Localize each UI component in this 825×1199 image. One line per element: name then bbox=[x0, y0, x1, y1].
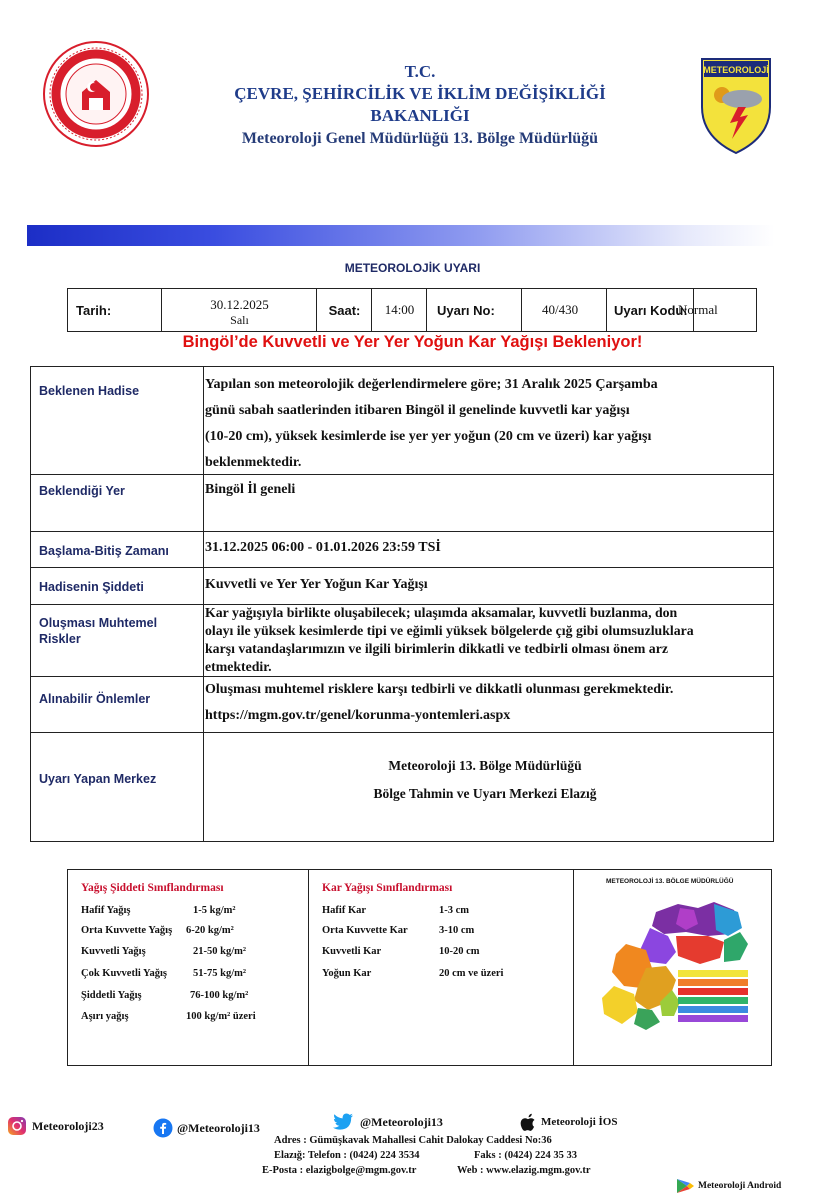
region-warning-map bbox=[590, 890, 758, 1035]
expected-event-line-2: günü sabah saatlerinden itibaren Bingöl il genelinde kuvvetli kar yağışı bbox=[205, 403, 630, 418]
risks-label-line-1: Oluşması Muhtemel bbox=[39, 616, 158, 630]
row-precautions bbox=[31, 676, 773, 733]
start-end-time-value: 31.12.2025 06:00 - 01.01.2026 23:59 TSİ bbox=[205, 540, 441, 555]
snow-value-3: 10-20 cm bbox=[439, 946, 480, 957]
footer-phone: Elazığ: Telefon : (0424) 224 3534 bbox=[274, 1150, 420, 1161]
risks-line-1: Kar yağışıyla birlikte oluşabilecek; ulaşımda aksamalar, kuvvetli buzlanma, don bbox=[205, 605, 678, 620]
warning-no-label-cell bbox=[426, 289, 522, 331]
region-map-title: METEOROLOJİ 13. BÖLGE MÜDÜRLÜĞÜ bbox=[606, 878, 734, 885]
snow-classification-title: Kar Yağışı Sınıflandırması bbox=[322, 882, 453, 894]
warning-no-value-cell bbox=[521, 289, 607, 331]
issuing-center-label: Uyarı Yapan Merkez bbox=[39, 772, 157, 786]
instagram-icon bbox=[7, 1116, 27, 1136]
snow-name-2: Orta Kuvvette Kar bbox=[322, 925, 408, 936]
instagram-handle[interactable]: Meteoroloji23 bbox=[32, 1119, 104, 1133]
rain-name-6: Aşırı yağış bbox=[81, 1011, 129, 1022]
warning-code-value-cell bbox=[678, 289, 757, 331]
date-value: 30.12.2025 bbox=[210, 297, 269, 312]
android-app-link[interactable]: Meteoroloji Android bbox=[698, 1181, 782, 1191]
warning-code-value: Normal bbox=[678, 302, 718, 317]
facebook-icon bbox=[153, 1118, 173, 1138]
rain-name-1: Hafif Yağış bbox=[81, 905, 131, 916]
rain-name-3: Kuvvetli Yağış bbox=[81, 946, 146, 957]
header-ministry: ÇEVRE, ŞEHİRCİLİK VE İKLİM DEĞİŞİKLİĞİ bbox=[234, 84, 606, 103]
header-tc: T.C. bbox=[404, 62, 436, 81]
header-bakanlik: BAKANLIĞI bbox=[370, 106, 470, 125]
expected-event-text bbox=[205, 372, 765, 476]
date-label-cell bbox=[68, 289, 161, 331]
rain-value-6: 100 kg/m² üzeri bbox=[186, 1011, 256, 1022]
risks-line-3: karşı vatandaşlarımızın ve ilgili birimlerin dikkatli ve tedbirli olması önem arz bbox=[205, 641, 668, 656]
rain-value-2: 6-20 kg/m² bbox=[186, 925, 234, 936]
expected-place-value: Bingöl İl geneli bbox=[205, 482, 296, 497]
warning-code-label: Uyarı Kodu: bbox=[614, 303, 688, 318]
classification-legend bbox=[67, 869, 772, 1066]
issuing-center-line-1: Meteoroloji 13. Bölge Müdürlüğü bbox=[388, 758, 582, 773]
row-issuing-center bbox=[31, 732, 773, 841]
warning-meta-table bbox=[67, 288, 757, 332]
snow-name-1: Hafif Kar bbox=[322, 905, 367, 916]
start-end-time-label: Başlama-Bitiş Zamanı bbox=[39, 544, 169, 558]
meteoroloji-logo bbox=[700, 55, 772, 155]
rain-value-5: 76-100 kg/m² bbox=[190, 990, 249, 1001]
precautions-link[interactable]: https://mgm.gov.tr/genel/korunma-yontemleri.aspx bbox=[205, 708, 511, 723]
footer-web[interactable]: Web : www.elazig.mgm.gov.tr bbox=[457, 1165, 591, 1176]
snow-value-4: 20 cm ve üzeri bbox=[439, 968, 504, 979]
footer-email[interactable]: E-Posta : elazigbolge@mgm.gov.tr bbox=[262, 1165, 417, 1176]
rain-classification-title: Yağış Şiddeti Sınıflandırması bbox=[81, 882, 224, 894]
apple-icon bbox=[519, 1113, 537, 1133]
twitter-icon bbox=[332, 1112, 354, 1132]
precautions-label: Alınabilir Önlemler bbox=[39, 692, 151, 706]
rain-name-5: Şiddetli Yağış bbox=[81, 990, 142, 1001]
google-play-icon bbox=[675, 1178, 695, 1194]
ios-app-link[interactable]: Meteoroloji İOS bbox=[541, 1116, 618, 1128]
row-expected-place bbox=[31, 474, 773, 532]
warning-no-label: Uyarı No: bbox=[437, 303, 495, 318]
time-value-cell bbox=[371, 289, 427, 331]
row-start-end-time bbox=[31, 531, 773, 568]
rain-name-2: Orta Kuvvette Yağış bbox=[81, 925, 173, 936]
precautions-line-1: Oluşması muhtemel risklere karşı tedbirli ve dikkatli olunması gerekmektedir. bbox=[205, 682, 674, 697]
risks-label-line-2: Riskler bbox=[39, 632, 81, 646]
risks-text bbox=[205, 604, 765, 676]
rain-name-4: Çok Kuvvetli Yağış bbox=[81, 968, 167, 979]
expected-place-label: Beklendiği Yer bbox=[39, 484, 125, 498]
twitter-handle[interactable]: @Meteoroloji13 bbox=[360, 1115, 443, 1129]
time-label: Saat: bbox=[328, 303, 361, 318]
snow-name-3: Kuvvetli Kar bbox=[322, 946, 382, 957]
document-title: METEOROLOJİK UYARI bbox=[344, 261, 481, 275]
expected-event-label: Beklenen Hadise bbox=[39, 384, 140, 398]
snow-name-4: Yoğun Kar bbox=[322, 968, 372, 979]
precautions-text bbox=[205, 677, 765, 729]
risks-line-2: olayı ile yüksek kesimlerde tipi ve eğimli yüksek bölgelerde çığ gibi olumsuzluklara bbox=[205, 623, 694, 638]
row-severity bbox=[31, 567, 773, 605]
legend-divider-2 bbox=[573, 870, 574, 1065]
date-label: Tarih: bbox=[76, 303, 112, 318]
legend-divider-1 bbox=[308, 870, 309, 1065]
expected-event-line-4: beklenmektedir. bbox=[205, 455, 302, 470]
warning-details-table bbox=[30, 366, 774, 842]
header-directorate: Meteoroloji Genel Müdürlüğü 13. Bölge Müdürlüğü bbox=[241, 130, 599, 147]
date-day: Salı bbox=[230, 313, 249, 327]
snow-value-1: 1-3 cm bbox=[439, 905, 470, 916]
rain-value-4: 51-75 kg/m² bbox=[193, 968, 247, 979]
row-expected-event bbox=[31, 367, 773, 475]
facebook-handle[interactable]: @Meteoroloji13 bbox=[177, 1121, 260, 1135]
snow-value-2: 3-10 cm bbox=[439, 925, 475, 936]
issuing-center-text bbox=[205, 752, 765, 808]
warning-headline: Bingöl’de Kuvvetli ve Yer Yer Yoğun Kar Yağışı Bekleniyor! bbox=[182, 333, 643, 351]
footer-address: Adres : Gümüşkavak Mahallesi Cahit Dalokay Caddesi No:36 bbox=[274, 1135, 552, 1146]
severity-value: Kuvvetli ve Yer Yer Yoğun Kar Yağışı bbox=[205, 577, 428, 592]
rain-value-3: 21-50 kg/m² bbox=[193, 946, 247, 957]
expected-event-line-1: Yapılan son meteorolojik değerlendirmelere göre; 31 Aralık 2025 Çarşamba bbox=[205, 377, 658, 392]
header-gradient-band bbox=[27, 225, 775, 246]
row-risks bbox=[31, 604, 773, 677]
footer-fax: Faks : (0424) 224 35 33 bbox=[474, 1150, 577, 1161]
time-label-cell bbox=[316, 289, 372, 331]
warning-no-value: 40/430 bbox=[542, 302, 579, 317]
time-value: 14:00 bbox=[384, 302, 415, 317]
issuing-center-line-2: Bölge Tahmin ve Uyarı Merkezi Elazığ bbox=[373, 786, 597, 801]
severity-label: Hadisenin Şiddeti bbox=[39, 580, 144, 594]
ministry-seal-logo bbox=[42, 40, 150, 148]
risks-line-4: etmektedir. bbox=[205, 659, 272, 674]
logo-text: METEOROLOJİ bbox=[703, 65, 769, 75]
expected-event-line-3: (10-20 cm), yüksek kesimlerde ise yer yer yoğun (20 cm ve üzeri) kar yağışı bbox=[205, 429, 652, 444]
date-value-cell bbox=[161, 289, 317, 331]
rain-value-1: 1-5 kg/m² bbox=[193, 905, 236, 916]
